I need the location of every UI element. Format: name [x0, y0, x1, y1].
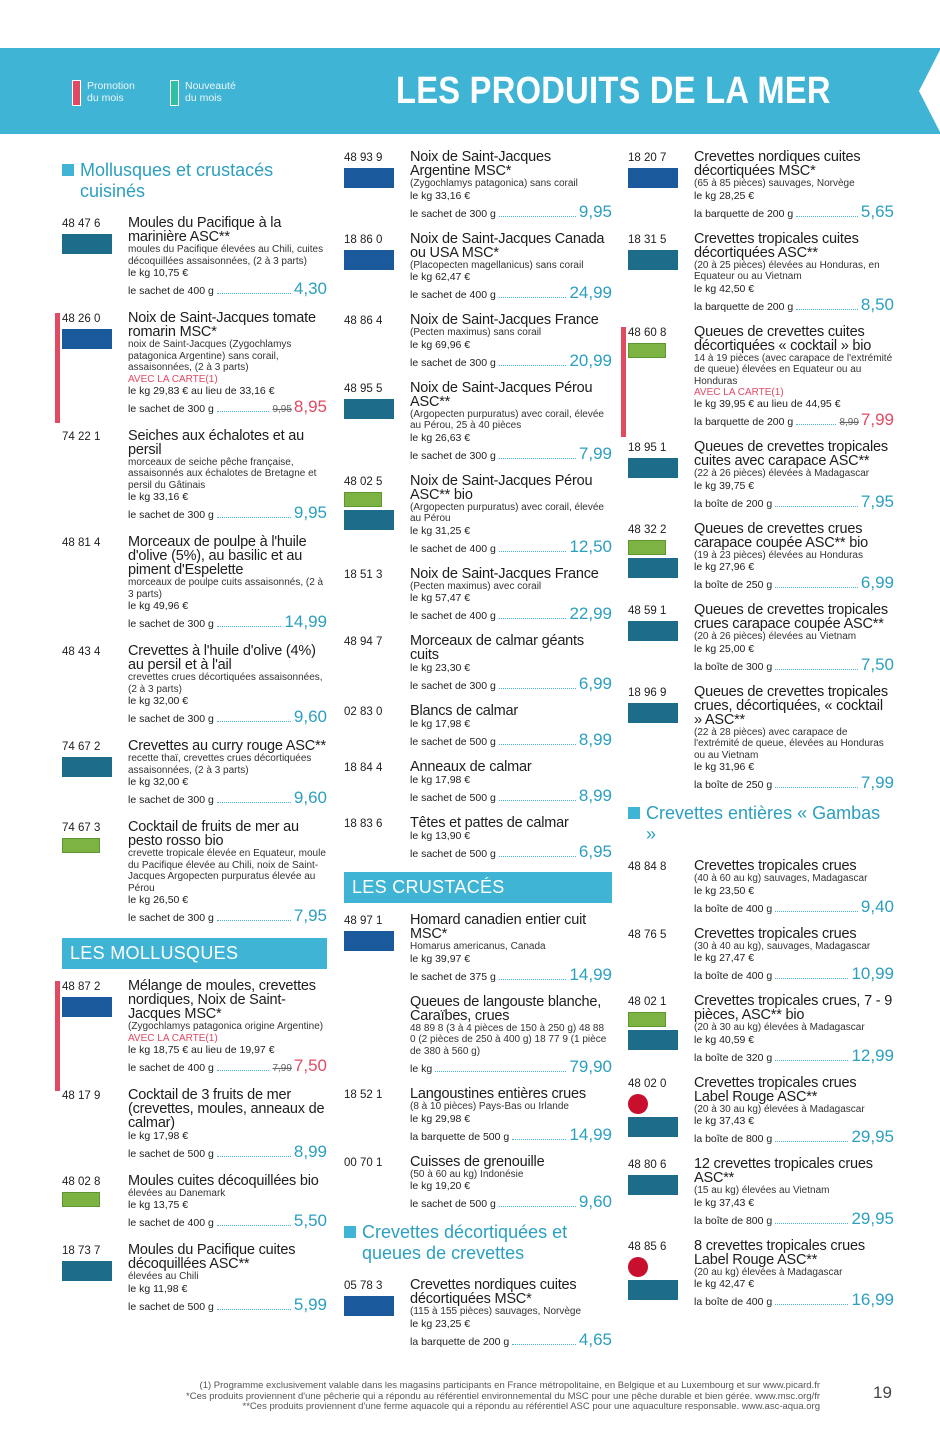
product-code: 18 20 7: [628, 152, 667, 164]
price-line: le sachet de 300 g 20,99: [410, 350, 612, 370]
product-item: 48 26 0 Noix de Saint-Jacques tomate romarin MSC* noix de Saint-Jacques (Zygochlamys patagonica Argentine) sans corail, assaisonnées, (2 à 3 parts) AVEC LA CARTE(1) le kg 29,83 € au lieu de 33,16 € le sachet de 300 g 9,95 8,95: [62, 311, 327, 417]
product-code: 48 26 0: [62, 313, 101, 325]
price-line: le sachet de 400 g 12,50: [410, 536, 612, 556]
product-code: 74 67 2: [62, 741, 101, 753]
price-value: 5,99: [293, 1294, 327, 1314]
price-line: la boîte de 300 g 7,50: [694, 654, 894, 674]
asc-icon: [62, 757, 112, 777]
asc-icon: [628, 558, 678, 578]
section-heading: Crevettes décortiquées et queues de crevettes: [344, 1222, 612, 1264]
price-line: le sachet de 500 g 6,95: [410, 842, 612, 861]
product-item: 48 84 8 Crevettes tropicales crues (40 à 60 au kg) sauvages, Madagascar le kg 23,50 € la boîte de 400 g 9,40: [628, 858, 894, 916]
column-3: [628, 150, 894, 1320]
price-value: 7,99: [860, 773, 894, 792]
product-code: 74 22 1: [62, 430, 101, 443]
bio-icon: [344, 492, 382, 507]
product-code: 48 84 8: [628, 861, 667, 873]
msc-icon: [344, 250, 394, 270]
product-item: 74 67 3 Cocktail de fruits de mer au pesto rosso bio crevette tropicale élevée en Equateur, moule du Pacifique élevée au Chili, noix de Saint-Jacques Argopecten purpuratus élevée au Pérou le kg 26,50 € le sachet de 300 g 7,95: [62, 819, 327, 925]
product-item: 48 17 9 Cocktail de 3 fruits de mer (crevettes, moules, anneaux de calmar) le kg 17,98 € le sachet de 500 g 8,99: [62, 1086, 327, 1161]
price-value: 29,95: [851, 1208, 894, 1228]
price-value: 12,50: [569, 536, 612, 556]
bio-icon: [628, 1012, 666, 1027]
footnotes: (1) Programme exclusivement valable dans les magasins participants en France métropolitaine, en Belgique et au Luxembourg et sur www.picard.fr *Ces produits proviennent d'une pêcherie qui a répondu au référentiel environnemental du MSC pour une pêche durable et bien gérée. www.msc.org/fr **Ces produits proviennent d'une ferme aquacole qui a répondu au référentiel ASC pour une aquaculture responsable. www.asc-aqua.org: [186, 1380, 820, 1412]
price-line: la barquette de 200 g 8,50: [694, 294, 894, 314]
product-code: 18 73 7: [62, 1245, 101, 1257]
product-item: 48 02 1 Crevettes tropicales crues, 7 - 9 pièces, ASC** bio (20 à 30 au kg) élevées à Madagascar le kg 40,59 € la boîte de 320 g 12,99: [628, 993, 894, 1065]
section-heading: Crevettes entières « Gambas »: [628, 803, 894, 845]
msc-icon: [628, 168, 678, 188]
product-item: 48 93 9 Noix de Saint-Jacques Argentine MSC* (Zygochlamys patagonica) sans corail le kg 33,16 € le sachet de 300 g 9,95: [344, 149, 612, 221]
price-line: la boîte de 800 g 29,95: [694, 1127, 894, 1146]
product-code: 48 32 2: [628, 523, 667, 536]
price-value: 6,95: [578, 842, 612, 861]
price-line: le sachet de 300 g 7,99: [410, 443, 612, 463]
price-line: le sachet de 500 g 8,99: [128, 1141, 327, 1161]
price-value: 9,95: [293, 503, 327, 522]
price-line: le sachet de 400 g 5,50: [128, 1211, 327, 1230]
price-value: 8,99: [578, 786, 612, 805]
price-line: la boîte de 400 g 10,99: [694, 964, 894, 983]
product-code: 05 78 3: [344, 1280, 383, 1292]
asc-icon: [628, 703, 678, 723]
product-code: 48 59 1: [628, 605, 667, 617]
price-value: 7,50: [293, 1055, 327, 1075]
product-item: 00 70 1 Cuisses de grenouille (50 à 60 au kg) Indonésie le kg 19,20 € le sachet de 500 g 9,60: [344, 1153, 612, 1211]
price-line: le sachet de 300 g 6,99: [410, 674, 612, 693]
page-title: LES PRODUITS DE LA MER: [396, 70, 831, 112]
price-value: 9,40: [860, 896, 894, 916]
product-item: 02 83 0 Blancs de calmar le kg 17,98 € le sachet de 500 g 8,99: [344, 703, 612, 749]
asc-icon: [628, 1117, 678, 1137]
column-2: [344, 150, 612, 1360]
msc-icon: [344, 168, 394, 188]
price-line: le sachet de 500 g 9,60: [410, 1192, 612, 1211]
product-code: 18 84 4: [344, 762, 383, 774]
product-item: 48 81 4 Morceaux de poulpe à l'huile d'olive (5%), au basilic et au piment d'Espelette morceaux de poulpe cuits assaisonnés, (2 à 3 parts) le kg 49,96 € le sachet de 300 g 14,99: [62, 534, 327, 631]
price-value: 4,30: [293, 279, 327, 298]
price-value: 14,99: [569, 1124, 612, 1144]
price-line: le sachet de 300 g 9,60: [128, 707, 327, 726]
product-code: 48 02 1: [628, 996, 667, 1008]
price-value: 16,99: [851, 1290, 894, 1309]
price-line: la boîte de 800 g 29,95: [694, 1208, 894, 1228]
asc-icon: [628, 621, 678, 641]
price-value: 79,90: [569, 1057, 612, 1076]
asc-icon: [628, 250, 678, 270]
price-line: le sachet de 300 g 9,60: [128, 788, 327, 807]
price-line: la boîte de 400 g 16,99: [694, 1290, 894, 1309]
price-value: 6,99: [578, 674, 612, 693]
product-code: 48 87 2: [62, 981, 101, 993]
product-item: 48 85 6 8 crevettes tropicales crues Label Rouge ASC** (20 au kg) élevées à Madagascar le kg 42,47 € la boîte de 400 g 16,99: [628, 1237, 894, 1309]
column-1: [62, 150, 327, 1327]
price-line: la barquette de 500 g 14,99: [410, 1124, 612, 1144]
price-value: 29,95: [851, 1127, 894, 1146]
price-line: le sachet de 400 g 22,99: [410, 604, 612, 623]
product-item: 48 02 8 Moules cuites décoquillées bio élevées au Danemark le kg 13,75 € le sachet de 400 g 5,50: [62, 1172, 327, 1230]
product-item: 48 94 7 Morceaux de calmar géants cuits le kg 23,30 € le sachet de 300 g 6,99: [344, 633, 612, 693]
section-heading: Mollusques et crustacés cuisinés: [62, 160, 327, 202]
product-code: 48 02 8: [62, 1175, 101, 1188]
product-code: 18 96 9: [628, 686, 667, 699]
product-item: 48 32 2 Queues de crevettes crues carapace coupée ASC** bio (19 à 23 pièces) élevées au Honduras le kg 27,96 € la boîte de 250 g 6,99: [628, 520, 894, 592]
product-item: 48 97 1 Homard canadien entier cuit MSC* Homarus americanus, Canada le kg 39,97 € le sachet de 375 g 14,99: [344, 912, 612, 984]
price-value: 12,99: [851, 1045, 894, 1065]
product-item: Queues de langouste blanche, Caraïbes, crues 48 89 8 (3 à 4 pièces de 150 à 250 g) 48 88 0 (2 pièces de 250 à 400 g) 18 77 9 (1 pièce de 380 à 560 g) le kg 79,90: [344, 995, 612, 1078]
product-item: 48 87 2 Mélange de moules, crevettes nordiques, Noix de Saint-Jacques MSC* (Zygochlamys patagonica origine Argentine) AVEC LA CARTE(1) le kg 18,75 € au lieu de 19,97 € le sachet de 400 g 7,99 7,50: [62, 979, 327, 1076]
product-item: 18 96 9 Queues de crevettes tropicales crues, décortiquées, « cocktail » ASC** (22 à 28 pièces) avec carapace de l'extrémité de queue, élevées au Honduras ou au Vietnam le kg 31,96 € la boîte de 250 g 7,99: [628, 683, 894, 792]
product-code: 18 95 1: [628, 442, 667, 454]
price-value: 8,95: [293, 396, 327, 416]
price-line: le sachet de 500 g 8,99: [410, 786, 612, 805]
product-item: 18 95 1 Queues de crevettes tropicales cuites avec carapace ASC** (22 à 26 pièces) élevées à Madagascar le kg 39,75 € la boîte de 200 g 7,95: [628, 439, 894, 511]
price-value: 4,65: [578, 1329, 612, 1349]
product-code: 48 60 8: [628, 326, 667, 339]
product-code: 48 97 1: [344, 915, 383, 927]
price-line: le sachet de 500 g 5,99: [128, 1294, 327, 1314]
bio-icon: [62, 838, 100, 853]
product-item: 18 52 1 Langoustines entières crues (8 à 10 pièces) Pays-Bas ou Irlande le kg 29,98 € la barquette de 500 g 14,99: [344, 1086, 612, 1144]
product-code: 48 02 5: [344, 475, 383, 488]
product-code: 48 95 5: [344, 382, 383, 395]
price-line: la barquette de 200 g 5,65: [694, 201, 894, 221]
product-item: 18 83 6 Têtes et pattes de calmar le kg 13,90 € le sachet de 500 g 6,95: [344, 815, 612, 861]
price-line: le kg 79,90: [410, 1057, 612, 1076]
product-code: [344, 995, 410, 1078]
product-code: 48 47 6: [62, 218, 101, 230]
price-value: 9,60: [293, 707, 327, 726]
price-line: la boîte de 200 g 7,95: [694, 491, 894, 511]
product-code: 48 81 4: [62, 537, 101, 549]
price-value: 14,99: [569, 964, 612, 984]
product-code: 48 94 7: [344, 636, 383, 648]
product-code: 48 02 0: [628, 1077, 667, 1090]
product-code: 18 51 3: [344, 568, 383, 581]
category-band: LES CRUSTACÉS: [344, 872, 612, 903]
msc-icon: [62, 329, 112, 349]
price-line: le sachet de 375 g 14,99: [410, 964, 612, 984]
bio-icon: [62, 1192, 100, 1207]
product-code: 48 43 4: [62, 646, 101, 658]
asc-icon: [62, 1261, 112, 1281]
product-item: 18 31 5 Crevettes tropicales cuites décortiquées ASC** (20 à 25 pièces) élevées au Honduras, en Equateur ou au Vietnam le kg 42,50 € la barquette de 200 g 8,50: [628, 230, 894, 314]
asc-icon: [344, 399, 394, 419]
asc-icon: [628, 1175, 678, 1195]
product-item: 48 43 4 Crevettes à l'huile d'olive (4%) au persil et à l'ail crevettes crues décortiquées assaisonnées, (2 à 3 parts) le kg 32,00 € le sachet de 300 g 9,60: [62, 643, 327, 726]
product-code: 48 76 5: [628, 928, 667, 941]
price-line: la barquette de 200 g 8,99 7,99: [694, 410, 894, 429]
product-item: 48 02 0 Crevettes tropicales crues Label Rouge ASC** (20 à 30 au kg) élevées à Madagascar le kg 37,43 € la boîte de 800 g 29,95: [628, 1074, 894, 1146]
asc-icon: [62, 234, 112, 254]
product-item: 05 78 3 Crevettes nordiques cuites décortiquées MSC* (115 à 155 pièces) sauvages, Norvège le kg 23,25 € la barquette de 200 g 4,65: [344, 1277, 612, 1349]
product-item: 48 47 6 Moules du Pacifique à la marinière ASC** moules du Pacifique élevées au Chili, cuites décoquillées assaisonnées, (2 à 3 parts) le kg 10,75 € le sachet de 400 g 4,30: [62, 215, 327, 298]
price-line: le sachet de 300 g 9,95: [128, 503, 327, 522]
price-value: 7,99: [578, 443, 612, 463]
product-item: 74 67 2 Crevettes au curry rouge ASC** recette thaï, crevettes crues décortiquées assaisonnées, (2 à 3 parts) le kg 32,00 € le sachet de 300 g 9,60: [62, 738, 327, 807]
price-line: le sachet de 400 g 24,99: [410, 283, 612, 302]
product-code: 48 80 6: [628, 1159, 667, 1171]
price-line: la boîte de 250 g 7,99: [694, 773, 894, 792]
product-item: 18 51 3 Noix de Saint-Jacques France (Pecten maximus) avec corail le kg 57,47 € le sachet de 400 g 22,99: [344, 565, 612, 623]
product-item: 48 76 5 Crevettes tropicales crues (30 à 40 au kg), sauvages, Madagascar le kg 27,47 € la boîte de 400 g 10,99: [628, 925, 894, 983]
price-line: la barquette de 200 g 4,65: [410, 1329, 612, 1349]
bio-icon: [628, 540, 666, 555]
product-code: 00 70 1: [344, 1156, 383, 1169]
price-value: 22,99: [569, 604, 612, 623]
price-value: 6,99: [860, 573, 894, 592]
product-code: 48 93 9: [344, 152, 383, 164]
price-line: le sachet de 500 g 8,99: [410, 730, 612, 749]
product-code: 48 85 6: [628, 1240, 667, 1253]
price-line: le sachet de 400 g 7,99 7,50: [128, 1055, 327, 1075]
price-line: la boîte de 320 g 12,99: [694, 1045, 894, 1065]
product-code: 18 83 6: [344, 818, 383, 830]
product-item: 48 02 5 Noix de Saint-Jacques Pérou ASC** bio (Argopecten purpuratus) avec corail, élevée au Pérou le kg 31,25 € le sachet de 400 g 12,50: [344, 472, 612, 556]
lr-icon: [628, 1094, 648, 1114]
category-band: LES MOLLUSQUES: [62, 938, 327, 969]
price-line: le sachet de 300 g 9,95 8,95: [128, 396, 327, 416]
price-value: 14,99: [284, 612, 327, 631]
legend-promo: Promotion du mois: [72, 80, 145, 106]
price-line: le sachet de 300 g 7,95: [128, 906, 327, 925]
price-value: 8,99: [578, 730, 612, 749]
product-item: 48 86 4 Noix de Saint-Jacques France (Pecten maximus) sans corail le kg 69,96 € le sachet de 300 g 20,99: [344, 312, 612, 370]
price-line: le sachet de 300 g 14,99: [128, 612, 327, 631]
product-item: 18 86 0 Noix de Saint-Jacques Canada ou USA MSC* (Placopecten magellanicus) sans corail le kg 62,47 € le sachet de 400 g 24,99: [344, 230, 612, 302]
asc-icon: [344, 510, 394, 530]
asc-icon: [628, 1280, 678, 1300]
price-value: 20,99: [569, 350, 612, 370]
price-value: 10,99: [851, 964, 894, 983]
product-item: 48 60 8 Queues de crevettes cuites décortiquées « cocktail » bio 14 à 19 pièces (avec carapace de l'extrémité de queue) élevées en Equateur ou au Honduras AVEC LA CARTE(1) le kg 39,95 € au lieu de 44,95 € la barquette de 200 g 8,99 7,99: [628, 325, 894, 431]
msc-icon: [344, 1296, 394, 1316]
msc-icon: [62, 997, 112, 1017]
asc-icon: [628, 1030, 678, 1050]
price-value: 7,95: [860, 491, 894, 511]
price-value: 9,95: [578, 201, 612, 221]
price-value: 5,50: [293, 1211, 327, 1230]
product-item: 18 20 7 Crevettes nordiques cuites décortiquées MSC* (65 à 85 pièces) sauvages, Norvège le kg 28,25 € la barquette de 200 g 5,65: [628, 149, 894, 221]
asc-icon: [628, 458, 678, 478]
price-value: 24,99: [569, 283, 612, 302]
page-number: 19: [873, 1383, 892, 1402]
price-value: 9,60: [578, 1192, 612, 1211]
lr-icon: [628, 1257, 648, 1277]
product-code: 48 86 4: [344, 315, 383, 327]
price-value: 5,65: [860, 201, 894, 221]
product-item: 18 84 4 Anneaux de calmar le kg 17,98 € le sachet de 500 g 8,99: [344, 759, 612, 805]
product-code: 18 31 5: [628, 233, 667, 246]
product-code: 74 67 3: [62, 822, 101, 834]
product-code: 18 52 1: [344, 1089, 383, 1101]
product-code: 18 86 0: [344, 233, 383, 246]
price-line: la boîte de 400 g 9,40: [694, 896, 894, 916]
product-code: 48 17 9: [62, 1089, 101, 1102]
price-line: la boîte de 250 g 6,99: [694, 573, 894, 592]
product-item: 48 59 1 Queues de crevettes tropicales crues carapace coupée ASC** (20 à 26 pièces) élevées au Vietnam le kg 25,00 € la boîte de 300 g 7,50: [628, 602, 894, 674]
price-value: 7,99: [860, 410, 894, 429]
msc-icon: [344, 931, 394, 951]
price-line: le sachet de 300 g 9,95: [410, 201, 612, 221]
product-item: 48 80 6 12 crevettes tropicales crues ASC** (15 au kg) élevées au Vietnam le kg 37,43 € la boîte de 800 g 29,95: [628, 1156, 894, 1228]
price-value: 8,50: [860, 294, 894, 314]
product-code: 02 83 0: [344, 706, 383, 718]
product-item: 48 95 5 Noix de Saint-Jacques Pérou ASC** (Argopecten purpuratus) avec corail, élevée au Pérou, 25 à 40 pièces le kg 26,63 € le sachet de 300 g 7,99: [344, 379, 612, 463]
price-value: 9,60: [293, 788, 327, 807]
legend-new: Nouveauté du mois: [170, 80, 243, 106]
price-value: 7,95: [293, 906, 327, 925]
price-value: 8,99: [293, 1141, 327, 1161]
bio-icon: [628, 343, 666, 358]
price-value: 7,50: [860, 654, 894, 674]
product-item: 18 73 7 Moules du Pacifique cuites décoquillées ASC** élevées au Chili le kg 11,98 € le sachet de 500 g 5,99: [62, 1242, 327, 1314]
price-line: le sachet de 400 g 4,30: [128, 279, 327, 298]
product-item: 74 22 1 Seiches aux échalotes et au persil morceaux de seiche pêche française, assaisonnés aux échalotes de Bretagne et persil du Gâtinais le kg 33,16 € le sachet de 300 g 9,95: [62, 427, 327, 522]
